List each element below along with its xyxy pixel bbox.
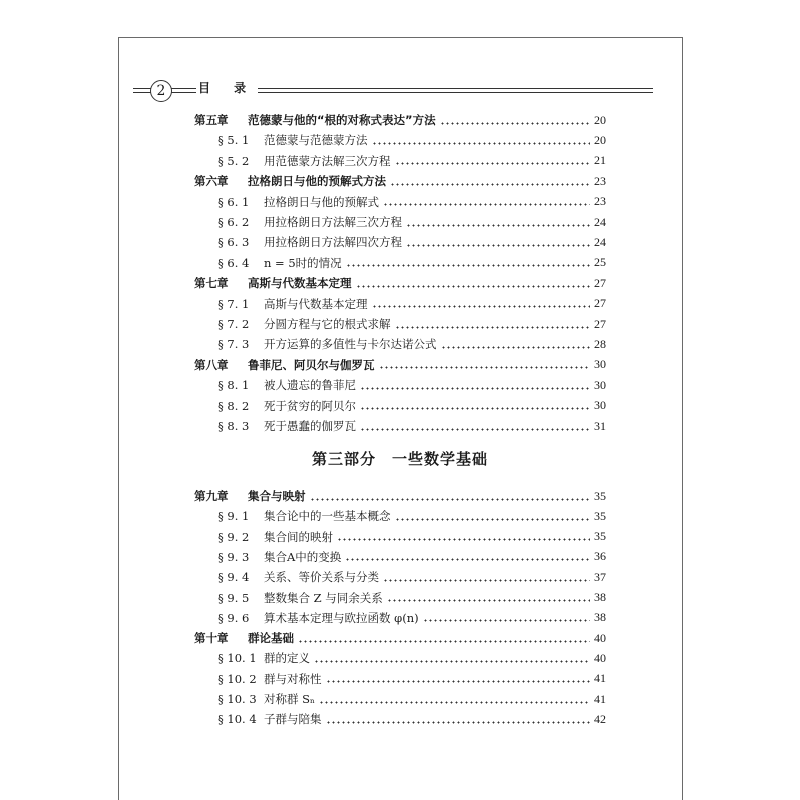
- dot-leader: [356, 285, 591, 288]
- section-title: 开方运算的多值性与卡尔达诺公式: [264, 337, 437, 352]
- dot-leader: [360, 407, 590, 410]
- section-number: § 9. 5: [218, 590, 250, 605]
- section-title: 拉格朗日与他的预解式: [264, 194, 379, 209]
- dot-leader: [372, 142, 591, 145]
- section-title: 集合间的映射: [264, 529, 333, 544]
- section-number: § 8. 3: [218, 419, 250, 433]
- dot-leader: [337, 538, 590, 541]
- toc-section-entry: [218, 151, 606, 171]
- running-header-title: 目 录: [198, 81, 257, 95]
- section-title: 子群与陪集: [264, 712, 322, 727]
- page-number-badge: [150, 80, 172, 102]
- page-number-ref: 41: [594, 691, 606, 706]
- section-number: § 6. 2: [218, 215, 250, 229]
- page-number-ref: 20: [594, 132, 606, 147]
- dot-leader: [387, 599, 590, 602]
- toc-chapter-entry: [194, 110, 606, 130]
- chapter-title: 拉格朗日与他的预解式方法: [248, 174, 386, 189]
- toc-section-entry: [218, 506, 606, 526]
- toc-section-entry: [218, 608, 606, 628]
- page-number-ref: 23: [594, 173, 606, 188]
- toc-section-entry: [218, 192, 606, 212]
- section-title: 算术基本定理与欧拉函数 φ(n): [264, 610, 419, 625]
- dot-leader: [379, 366, 591, 369]
- page-number-ref: 27: [594, 316, 606, 331]
- section-title: 高斯与代数基本定理: [264, 296, 368, 311]
- page-number-ref: 36: [594, 549, 606, 564]
- dot-leader: [345, 558, 590, 561]
- section-title: 群的定义: [264, 651, 310, 666]
- toc-section-entry: [218, 648, 606, 668]
- dot-leader: [423, 619, 590, 622]
- section-number: § 9. 3: [218, 549, 250, 564]
- section-number: § 10. 1: [218, 651, 257, 666]
- section-number: § 8. 2: [218, 398, 250, 413]
- section-number: § 9. 1: [218, 509, 250, 524]
- chapter-number: 第六章: [194, 174, 229, 189]
- page-number-ref: 37: [594, 569, 606, 584]
- dot-leader: [310, 498, 591, 501]
- dot-leader: [326, 721, 591, 724]
- part-heading-name: 一些数学基础: [392, 450, 489, 468]
- section-number: § 9. 6: [218, 610, 250, 625]
- chapter-number: 第五章: [194, 113, 229, 127]
- dot-leader: [360, 428, 590, 431]
- toc-section-entry: [218, 232, 606, 252]
- page-number-ref: 42: [594, 711, 606, 726]
- toc-section-entry: [218, 314, 606, 334]
- section-title: 整数集合 Z 与同余关系: [264, 590, 383, 605]
- toc-section-entry: [218, 294, 606, 314]
- page-number-ref: 31: [594, 418, 606, 433]
- toc-section-entry: [218, 416, 606, 436]
- section-title: 用范德蒙方法解三次方程: [264, 153, 391, 168]
- page-number-ref: 30: [594, 377, 606, 392]
- dot-leader: [360, 387, 590, 390]
- page-number-ref: 40: [594, 650, 606, 665]
- toc-section-entry: [218, 130, 606, 150]
- part-heading-number: 第三部分: [311, 450, 376, 468]
- dot-leader: [383, 203, 590, 206]
- section-title: 群与对称性: [264, 671, 322, 686]
- toc-chapter-entry: [194, 628, 606, 648]
- section-number: § 5. 1: [218, 133, 250, 148]
- dot-leader: [395, 326, 591, 329]
- toc-chapter-entry: [194, 355, 606, 375]
- section-title: 集合论中的一些基本概念: [264, 509, 391, 524]
- toc-section-entry: [218, 709, 606, 729]
- chapter-number: 第十章: [194, 631, 229, 646]
- page-number-ref: 30: [594, 398, 606, 413]
- toc-section-entry: [218, 547, 606, 567]
- section-number: § 6. 3: [218, 235, 250, 250]
- section-title: 对称群 Sₙ: [264, 692, 316, 706]
- section-number: § 9. 4: [218, 570, 250, 585]
- toc-section-entry: [218, 588, 606, 608]
- section-number: § 8. 1: [218, 378, 250, 393]
- section-title: n = 5时的情况: [264, 255, 342, 270]
- page-number-ref: 27: [594, 275, 606, 290]
- chapter-number: 第七章: [194, 276, 229, 291]
- section-number: § 5. 2: [218, 153, 250, 168]
- page-number: 2: [156, 83, 166, 99]
- dot-leader: [395, 518, 591, 521]
- dot-leader: [441, 346, 591, 349]
- section-title: 用拉格朗日方法解三次方程: [264, 215, 402, 229]
- page-number-ref: 40: [594, 630, 606, 645]
- section-number: § 9. 2: [218, 529, 250, 544]
- section-number: § 6. 1: [218, 194, 250, 209]
- section-number: § 10. 4: [218, 712, 257, 727]
- section-title: 集合A中的变换: [264, 549, 342, 564]
- dot-leader: [390, 183, 590, 186]
- chapter-title: 鲁菲尼、阿贝尔与伽罗瓦: [248, 357, 375, 372]
- dot-leader: [395, 162, 591, 165]
- chapter-title: 高斯与代数基本定理: [248, 276, 352, 291]
- page-number-ref: 27: [594, 296, 606, 311]
- dot-leader: [406, 244, 590, 247]
- dot-leader: [298, 640, 590, 643]
- dot-leader: [346, 264, 590, 267]
- toc-section-entry: [218, 527, 606, 547]
- toc-section-entry: [218, 689, 606, 709]
- chapter-title: 集合与映射: [248, 489, 306, 503]
- toc-chapter-entry: [194, 273, 606, 293]
- section-number: § 10. 2: [218, 671, 257, 686]
- part-heading: [0, 448, 800, 469]
- section-title: 范德蒙与范德蒙方法: [264, 133, 368, 148]
- toc-section-entry: [218, 396, 606, 416]
- chapter-number: 第九章: [194, 489, 229, 503]
- toc-chapter-entry: [194, 486, 606, 506]
- section-title: 被人遗忘的鲁菲尼: [264, 378, 356, 393]
- toc-section-entry: [218, 334, 606, 354]
- toc-section-entry: [218, 375, 606, 395]
- section-number: § 10. 3: [218, 692, 257, 706]
- toc-section-entry: [218, 567, 606, 587]
- chapter-title: 范德蒙与他的“根的对称式表达”方法: [248, 113, 436, 127]
- toc-section-entry: [218, 253, 606, 273]
- page-number-ref: 24: [594, 234, 606, 249]
- section-number: § 7. 1: [218, 296, 250, 311]
- page-number-ref: 25: [594, 255, 606, 270]
- section-title: 关系、等价关系与分类: [264, 570, 379, 585]
- page-number-ref: 21: [594, 153, 606, 168]
- page-number-ref: 38: [594, 590, 606, 604]
- page-number-ref: 35: [594, 508, 606, 523]
- dot-leader: [326, 680, 591, 683]
- page-number-ref: 30: [594, 357, 606, 372]
- toc-chapter-entry: [194, 171, 606, 191]
- page-number-ref: 28: [594, 336, 606, 351]
- toc-section-entry: [218, 669, 606, 689]
- section-title: 死于贫穷的阿贝尔: [264, 398, 356, 413]
- section-title: 用拉格朗日方法解四次方程: [264, 235, 402, 250]
- dot-leader: [383, 579, 590, 582]
- dot-leader: [440, 122, 590, 125]
- chapter-title: 群论基础: [248, 631, 294, 646]
- dot-leader: [406, 224, 590, 227]
- section-number: § 7. 2: [218, 317, 250, 331]
- page-number-ref: 35: [594, 488, 606, 503]
- chapter-number: 第八章: [194, 357, 229, 372]
- toc-section-entry: [218, 212, 606, 232]
- page-number-ref: 20: [594, 112, 606, 127]
- dot-leader: [319, 701, 590, 704]
- dot-leader: [314, 660, 590, 663]
- page-number-ref: 23: [594, 194, 606, 209]
- page-number-ref: 38: [594, 610, 606, 625]
- dot-leader: [372, 305, 591, 308]
- section-title: 死于愚蠢的伽罗瓦: [264, 419, 356, 433]
- page-number-ref: 41: [594, 671, 606, 686]
- section-number: § 6. 4: [218, 255, 250, 270]
- page-number-ref: 24: [594, 214, 606, 229]
- page-number-ref: 35: [594, 529, 606, 544]
- section-title: 分圆方程与它的根式求解: [264, 317, 391, 331]
- section-number: § 7. 3: [218, 337, 250, 352]
